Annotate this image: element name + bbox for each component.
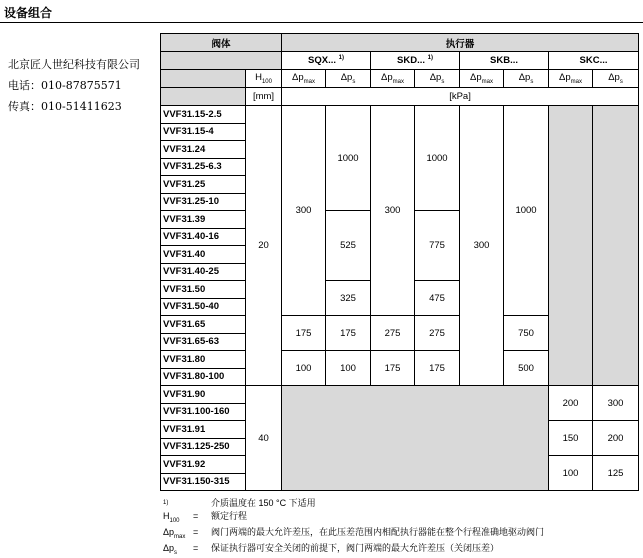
h100-value: 40 xyxy=(246,386,282,491)
actuator-skd-header: SKD... $^{1)}$ xyxy=(371,52,460,70)
model-cell: VVF31.40-16 xyxy=(161,228,246,246)
skd-dps-value: 475 xyxy=(415,281,460,316)
sqx-dps-value: 525 xyxy=(326,211,371,281)
skd-dpmax-value: 275 xyxy=(371,316,415,351)
section-title: 设备组合 xyxy=(4,6,53,20)
model-cell: VVF31.25 xyxy=(161,176,246,194)
model-cell: VVF31.40 xyxy=(161,246,246,264)
model-cell: VVF31.91 xyxy=(161,421,246,439)
skd-dps-value: 275 xyxy=(415,316,460,351)
skd-dpmax-value: 300 xyxy=(371,106,415,316)
h100-header: $H_{100}$ xyxy=(246,70,282,88)
model-cell: VVF31.50-40 xyxy=(161,298,246,316)
model-cell: VVF31.80-100 xyxy=(161,368,246,386)
skb-dps-value: 500 xyxy=(504,351,549,386)
sqx-dpmax-header: $\Delta p_{max}$ xyxy=(282,70,326,88)
model-cell: VVF31.39 xyxy=(161,211,246,229)
company-name: 北京匠人世纪科技有限公司 xyxy=(8,58,140,71)
footnote-h100: $H_{100}$ = 额定行程 xyxy=(163,511,248,524)
sqx-dpmax-value: 175 xyxy=(282,316,326,351)
model-cell: VVF31.50 xyxy=(161,281,246,299)
model-cell: VVF31.150-315 xyxy=(161,473,246,491)
model-cell: VVF31.90 xyxy=(161,386,246,404)
model-cell: VVF31.92 xyxy=(161,456,246,474)
skc-dps-value: 300 xyxy=(593,386,639,421)
unit-mm: [mm] xyxy=(246,88,282,106)
model-cell: VVF31.65-63 xyxy=(161,333,246,351)
skc-dps-value: 200 xyxy=(593,421,639,456)
h100-value: 20 xyxy=(246,106,282,386)
footnotes xyxy=(163,498,544,558)
skd-dps-value: 175 xyxy=(415,351,460,386)
skc-dpmax-value: 200 xyxy=(549,386,593,421)
skd-dpmax-value: 175 xyxy=(371,351,415,386)
actuator-skb-header: SKB... xyxy=(460,52,549,70)
skb-dps-value: 1000 xyxy=(504,106,549,316)
blank-header-cell xyxy=(161,88,246,106)
skc-dpmax-unavailable xyxy=(549,106,593,386)
valve-body-header: 阀体 xyxy=(161,34,282,52)
skb-dpmax-header: $\Delta p_{max}$ xyxy=(460,70,504,88)
skd-dps-header: $\Delta p_s$ xyxy=(415,70,460,88)
skd-dpmax-header: $\Delta p_{max}$ xyxy=(371,70,415,88)
phone-number: 电话：010-87875571 xyxy=(8,79,122,92)
skc-dps-unavailable xyxy=(593,106,639,386)
sqx-dps-value: 1000 xyxy=(326,106,371,211)
skc-dps-header: $\Delta p_s$ xyxy=(593,70,639,88)
combination-table xyxy=(160,33,639,491)
model-cell: VVF31.80 xyxy=(161,351,246,369)
actuator-sqx-header: SQX... $^{1)}$ xyxy=(282,52,371,70)
skc-dpmax-value: 150 xyxy=(549,421,593,456)
model-cell: VVF31.24 xyxy=(161,141,246,159)
skd-dps-value: 1000 xyxy=(415,106,460,211)
model-cell: VVF31.15-2.5 xyxy=(161,106,246,124)
sqx-dps-value: 175 xyxy=(326,316,371,351)
skc-dps-value: 125 xyxy=(593,456,639,491)
actuator-header: 执行器 xyxy=(282,34,639,52)
skd-dps-value: 775 xyxy=(415,211,460,281)
model-cell: VVF31.125-250 xyxy=(161,438,246,456)
model-cell: VVF31.25-10 xyxy=(161,193,246,211)
model-cell: VVF31.25-6.3 xyxy=(161,158,246,176)
skc-dpmax-value: 100 xyxy=(549,456,593,491)
skc-dpmax-header: $\Delta p_{max}$ xyxy=(549,70,593,88)
title-rule xyxy=(0,22,643,23)
sqx-dpmax-value: 300 xyxy=(282,106,326,316)
model-cell: VVF31.40-25 xyxy=(161,263,246,281)
model-cell: VVF31.100-160 xyxy=(161,403,246,421)
blank-header-cell xyxy=(161,52,282,70)
footnote-dpmax: $\Delta p_{max}$ = 阀门两端的最大允许差压，在此压差范围内相配执行器能在整个行程准确地驱动阀门 xyxy=(163,526,545,540)
sqx-dps-value: 325 xyxy=(326,281,371,316)
skb-dps-value: 750 xyxy=(504,316,549,351)
blank-header-cell xyxy=(161,70,246,88)
actuator-skc-header: SKC... xyxy=(549,52,639,70)
unit-kpa: [kPa] xyxy=(282,88,639,106)
footnote-dps: $\Delta p_s$ = 保证执行器可安全关闭的前提下，阀门两端的最大允许差压（关闭压差） xyxy=(163,542,500,556)
fax-number: 传真：010-51411623 xyxy=(8,100,122,113)
sqx-dps-header: $\Delta p_s$ xyxy=(326,70,371,88)
skb-dps-header: $\Delta p_s$ xyxy=(504,70,549,88)
sqx-dps-value: 100 xyxy=(326,351,371,386)
unavailable-block xyxy=(282,386,549,491)
footnote-1: $^{1)}$ 介质温度在 150 °C 下适用 xyxy=(163,498,316,508)
sqx-dpmax-value: 100 xyxy=(282,351,326,386)
model-cell: VVF31.65 xyxy=(161,316,246,334)
model-cell: VVF31.15-4 xyxy=(161,123,246,141)
skb-dpmax-value: 300 xyxy=(460,106,504,386)
